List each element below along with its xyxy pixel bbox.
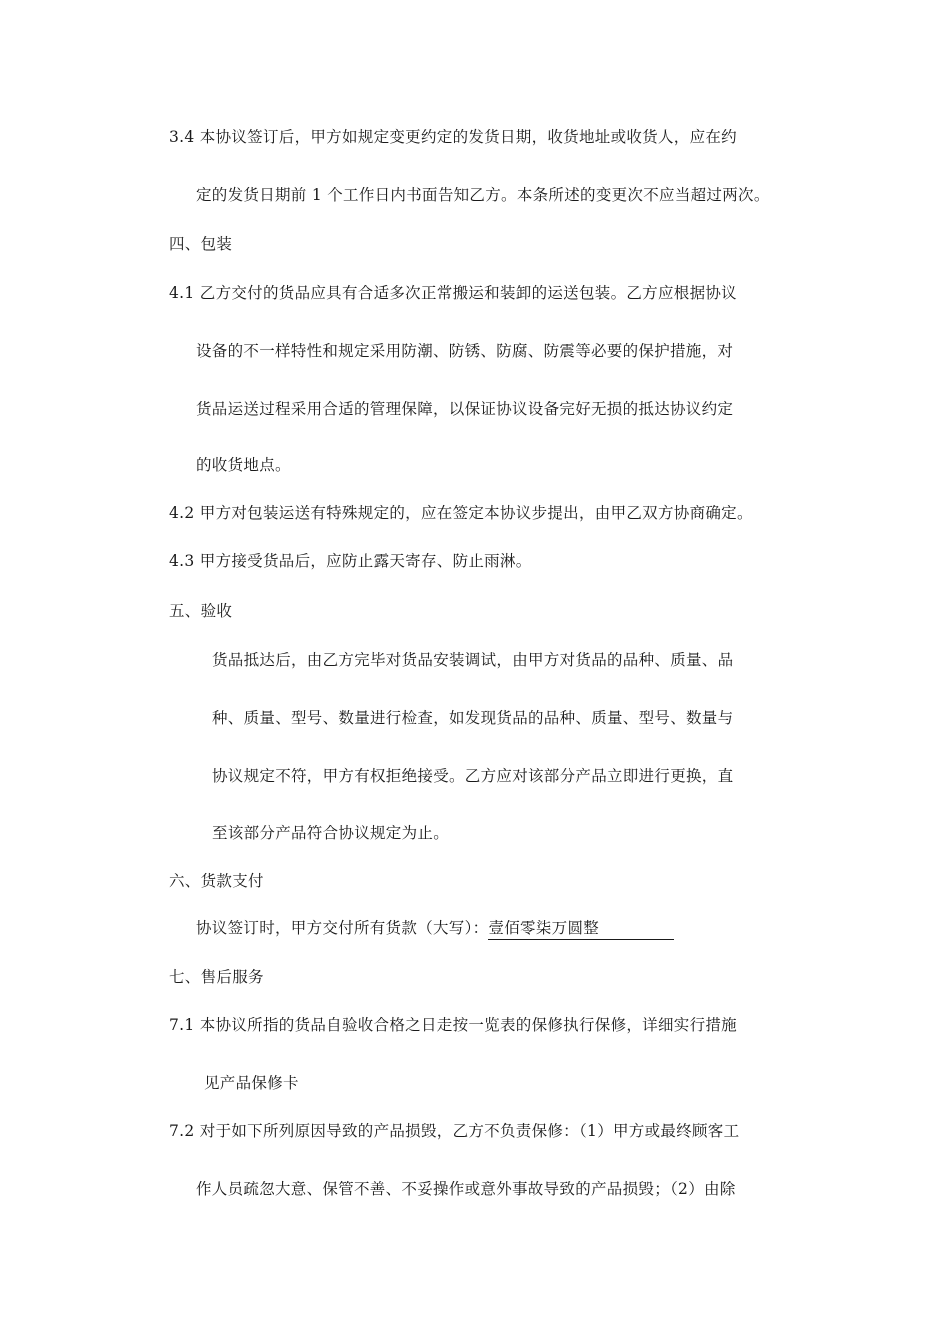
clause-4-1-line-1: 4.1 乙方交付的货品应具有合适多次正常搬运和装卸的运送包装。乙方应根据协议 — [169, 284, 737, 302]
section-heading-packaging: 四、包装 — [169, 235, 233, 253]
clause-7-2-line-1: 7.2 对于如下所列原因导致的产品损毁，乙方不负责保修：（1）甲方或最终顾客工 — [169, 1122, 740, 1140]
clause-4-1-line-3: 货品运送过程采用合适的管理保障，以保证协议设备完好无损的抵达协议约定 — [196, 400, 734, 418]
clause-7-1-line-2: 见产品保修卡 — [204, 1074, 299, 1092]
clause-7-1-line-1: 7.1 本协议所指的货品自验收合格之日走按一览表的保修执行保修，详细实行措施 — [169, 1016, 737, 1034]
clause-7-2-line-2: 作人员疏忽大意、保管不善、不妥操作或意外事故导致的产品损毁；（2）由除 — [196, 1180, 736, 1198]
clause-3-4-line-2: 定的发货日期前 1 个工作日内书面告知乙方。本条所述的变更次不应当超过两次。 — [196, 186, 770, 204]
section-heading-acceptance: 五、验收 — [169, 602, 233, 620]
acceptance-line-3: 协议规定不符，甲方有权拒绝接受。乙方应对该部分产品立即进行更换，直 — [212, 767, 734, 785]
acceptance-line-2: 种、质量、型号、数量进行检查，如发现货品的品种、质量、型号、数量与 — [212, 709, 734, 727]
payment-amount-filled: 壹佰零柒万圆整 — [488, 918, 674, 940]
clause-4-1-line-2: 设备的不一样特性和规定采用防潮、防锈、防腐、防震等必要的保护措施，对 — [196, 342, 734, 360]
payment-line — [196, 918, 674, 940]
clause-4-1-line-4: 的收货地点。 — [196, 456, 291, 474]
clause-4-3: 4.3 甲方接受货品后，应防止露天寄存、防止雨淋。 — [169, 552, 532, 570]
section-heading-after-sales: 七、售后服务 — [169, 968, 264, 986]
clause-4-2: 4.2 甲方对包装运送有特殊规定的，应在签定本协议步提出，由甲乙双方协商确定。 — [169, 504, 753, 522]
payment-label: 协议签订时，甲方交付所有货款（大写）： — [196, 919, 489, 937]
section-heading-payment: 六、货款支付 — [169, 872, 264, 890]
acceptance-line-4: 至该部分产品符合协议规定为止。 — [212, 824, 450, 842]
clause-3-4-line-1: 3.4 本协议签订后，甲方如规定变更约定的发货日期，收货地址或收货人，应在约 — [169, 128, 737, 146]
acceptance-line-1: 货品抵达后，由乙方完毕对货品安装调试，由甲方对货品的品种、质量、品 — [212, 651, 734, 669]
